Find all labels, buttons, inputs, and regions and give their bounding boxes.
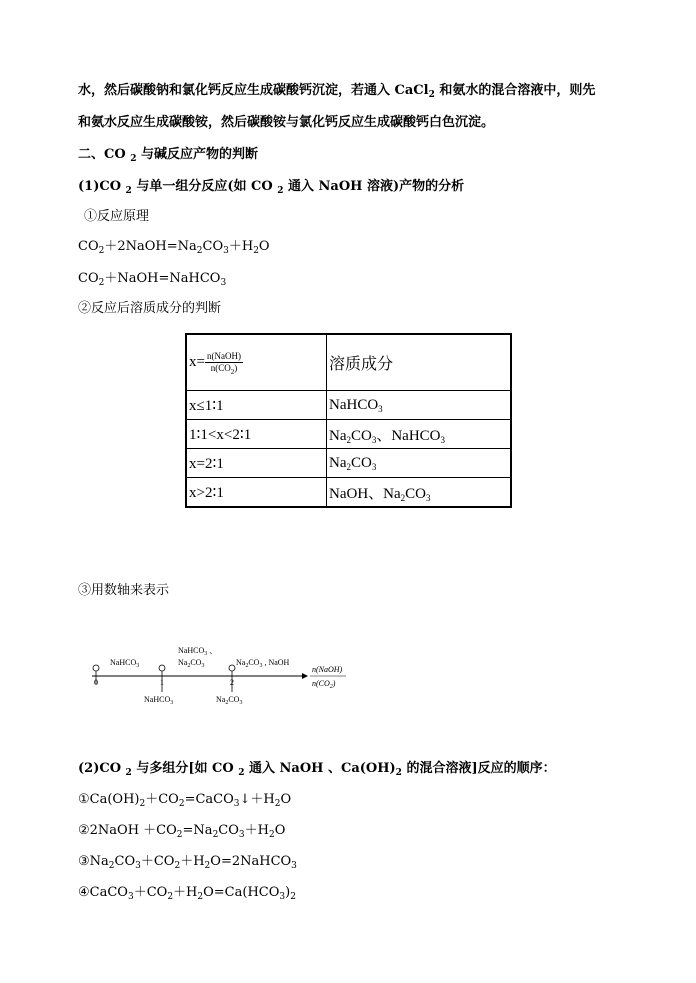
number-axis-diagram	[80, 640, 360, 710]
ratio-denominator: $n(CO_2)$	[312, 679, 336, 690]
region-label-top-2a: NaHCO$_3$ 、	[178, 646, 218, 657]
solute-table	[185, 333, 512, 508]
table-header-ratio	[186, 334, 327, 391]
ratio-numerator: n(NaOH)	[312, 665, 343, 674]
tick-circle-0	[93, 665, 99, 671]
number-axis-label: ③用数轴来表示	[78, 583, 170, 598]
section-heading: 二、CO $_2$ 与碱反应产物的判断	[78, 147, 258, 164]
table-cell-ratio: x=2∶1	[186, 449, 327, 478]
table-cell-solute: $Na_2CO_3$、NaHCO$_3$	[327, 420, 512, 449]
table-row	[186, 449, 511, 478]
table-cell-solute: NaOH、$Na_2CO_3$	[327, 478, 512, 508]
tick-label-1: 1	[160, 678, 164, 687]
text-line-1: 水，然后碳酸钠和氯化钙反应生成碳酸钙沉淀，若通入 CaCl$_2$ 和氨水的混合溶液中，则先	[78, 83, 596, 100]
equation-2: $CO_2+NaOH=NaHCO_3$	[78, 271, 227, 288]
table-row	[186, 478, 511, 508]
table-cell-solute: $Na_2CO_3$	[327, 449, 512, 478]
solute-judgement-label: ②反应后溶质成分的判断	[78, 301, 222, 316]
table-cell-ratio: x>2∶1	[186, 478, 327, 508]
table-cell-ratio: x≤1∶1	[186, 391, 327, 420]
table-row	[186, 420, 511, 449]
reaction-principle-label: ①反应原理	[84, 209, 150, 224]
region-label-top-3: $Na_2CO_3$ , NaOH	[236, 658, 290, 669]
subsection-1-heading: (1)CO $_2$ 与单一组分反应(如 CO $_2$ 通入 NaOH 溶液)产物的分析	[78, 179, 465, 196]
reaction-4: $④CaCO_3+CO_2+H_2O=Ca(HCO_3)_2$	[78, 885, 296, 902]
subsection-2-heading: (2)CO $_2$ 与多组分[如 CO $_2$ 通入 NaOH 、$Ca(OH)_2$ 的混合溶液]反应的顺序：	[78, 761, 556, 778]
region-label-top-1: NaHCO$_3$	[110, 658, 140, 669]
table-header-solute: 溶质成分	[327, 334, 512, 391]
reaction-1: $①Ca(OH)_2+CO_2=CaCO_3↓+H_2O$	[78, 792, 292, 809]
tick-label-2: 2	[230, 678, 234, 687]
equation-1: $CO_2+2NaOH=Na_2CO_3+H_2O$	[78, 239, 270, 256]
axis-arrow-icon	[302, 673, 308, 679]
table-header-row	[186, 334, 511, 391]
point-label-bottom-1: NaHCO$_3$	[144, 695, 174, 706]
tick-circle-1	[159, 665, 165, 671]
table-cell-ratio: 1∶1<x<2∶1	[186, 420, 327, 449]
fraction-numerator: n(NaOH)	[206, 351, 241, 361]
table-cell-solute: NaHCO$_3$	[327, 391, 512, 420]
tick-circle-2	[229, 665, 235, 671]
ratio-x-label: x=	[189, 353, 205, 370]
ratio-fraction	[205, 351, 243, 374]
table-row	[186, 391, 511, 420]
reaction-3: $③Na_2CO_3+CO_2+H_2O=2NaHCO_3$	[78, 854, 297, 871]
region-label-top-2b: $Na_2CO_3$	[178, 658, 205, 669]
reaction-2: ②2NaOH $+CO_2=Na_2CO_3+H_2O$	[78, 823, 286, 840]
tick-label-0: 0	[94, 678, 98, 687]
fraction-denominator: $n(CO_2)$	[210, 363, 238, 376]
text-line-2: 和氨水反应生成碳酸铵，然后碳酸铵与氯化钙反应生成碳酸钙白色沉淀。	[78, 115, 495, 130]
point-label-bottom-2: $Na_2CO_3$	[216, 695, 243, 706]
